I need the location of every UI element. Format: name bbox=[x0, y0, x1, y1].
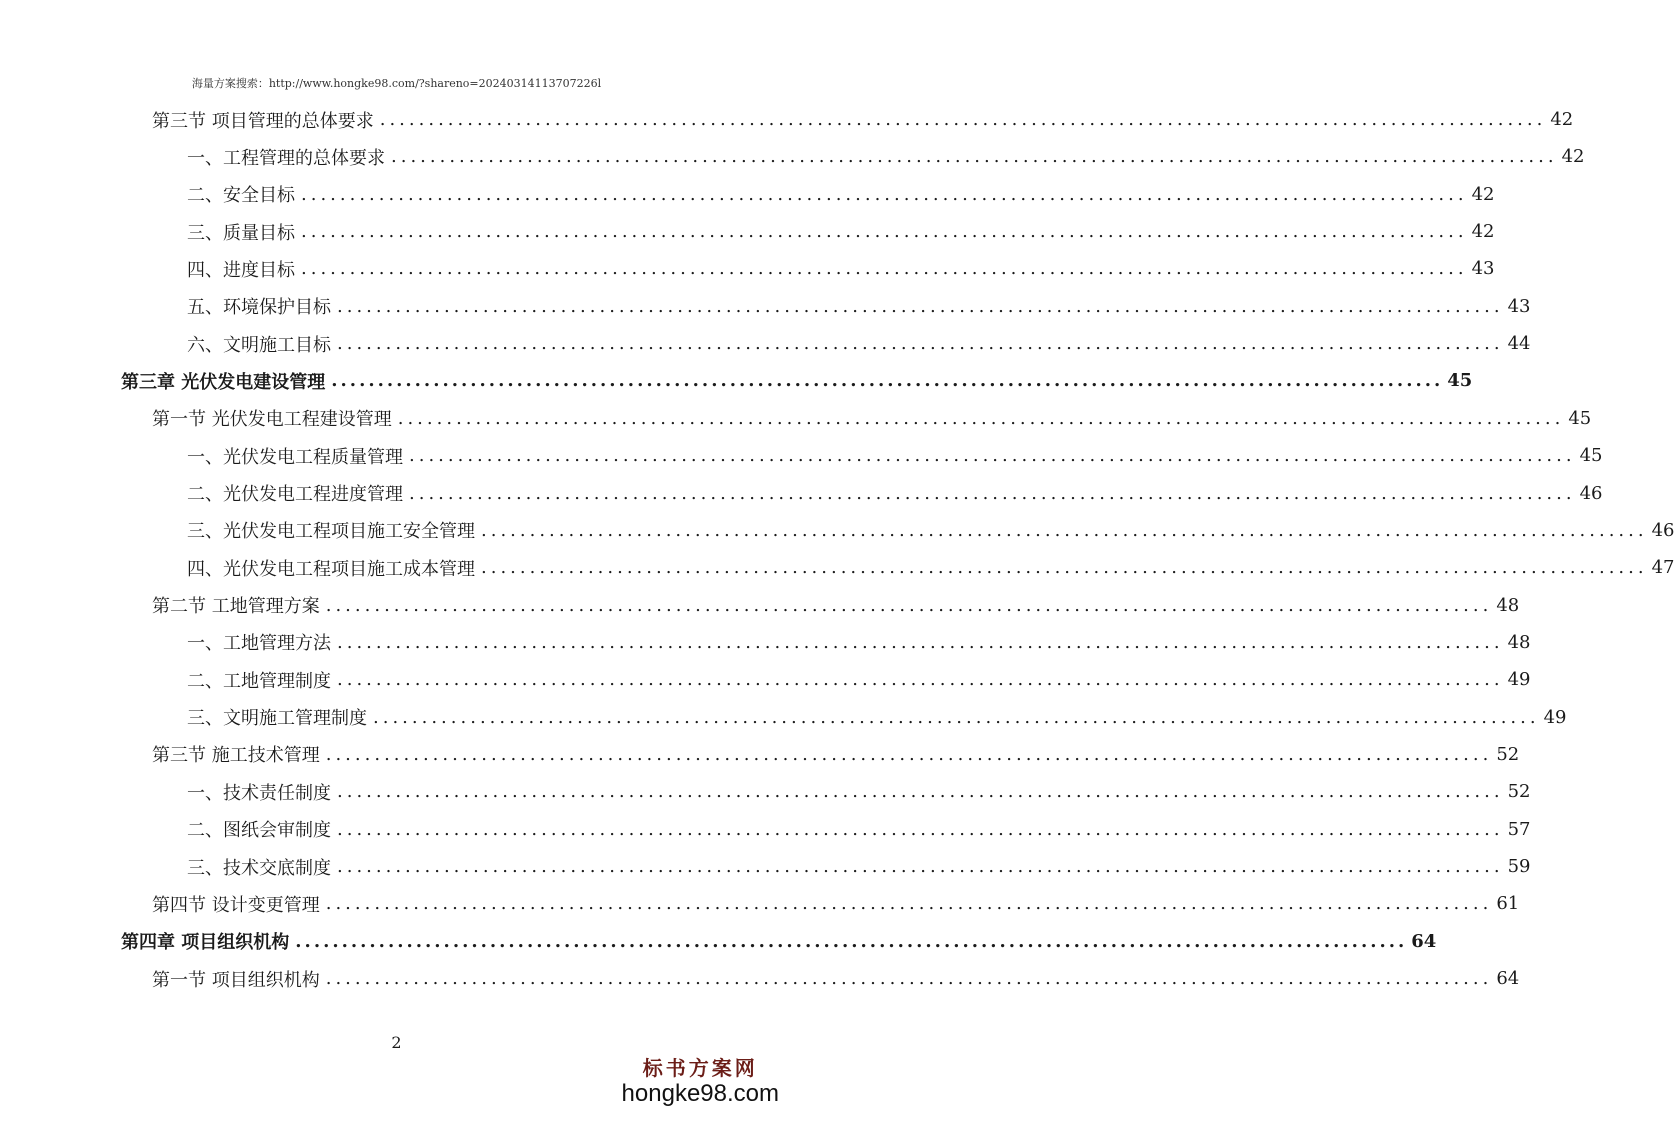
toc-entry-page: 57 bbox=[1507, 818, 1531, 840]
toc-leader-dots: ........................................................................................................................ bbox=[409, 482, 1576, 504]
toc-leader-dots: ........................................................................................................................ bbox=[337, 631, 1504, 653]
toc-entry-page: 45 bbox=[1579, 445, 1603, 467]
toc-entry-title: 二、工地管理制度 bbox=[187, 670, 331, 692]
toc-entry-title: 第二节 工地管理方案 bbox=[152, 596, 320, 618]
toc-leader-dots: ........................................................................................................................ bbox=[295, 930, 1408, 952]
toc-leader-dots: ........................................................................................................................ bbox=[331, 370, 1444, 392]
toc-entry-title: 二、图纸会审制度 bbox=[187, 820, 331, 842]
toc-entry-title: 三、质量目标 bbox=[187, 222, 295, 244]
toc-leader-dots: ........................................................................................................................ bbox=[373, 706, 1540, 728]
toc-entry[interactable] bbox=[121, 923, 1437, 960]
toc-entry-page: 64 bbox=[1411, 930, 1437, 952]
toc-entry[interactable] bbox=[152, 885, 1520, 922]
toc-entry[interactable] bbox=[187, 811, 1531, 848]
toc-entry-title: 第四节 设计变更管理 bbox=[152, 894, 320, 916]
toc-leader-dots: ........................................................................................................................ bbox=[337, 295, 1504, 317]
toc-entry-page: 46 bbox=[1651, 519, 1675, 541]
toc-entry-page: 42 bbox=[1561, 146, 1585, 168]
toc-entry-page: 42 bbox=[1550, 109, 1574, 130]
toc-leader-dots: ........................................................................................................................ bbox=[409, 445, 1576, 467]
toc-leader-dots: ........................................................................................................................ bbox=[301, 221, 1468, 243]
toc-entry-title: 五、环境保护目标 bbox=[187, 297, 331, 319]
toc-entry-title: 第一节 项目组织机构 bbox=[152, 969, 320, 991]
toc-entry[interactable] bbox=[152, 101, 1574, 138]
toc-entry-page: 61 bbox=[1496, 893, 1520, 915]
watermark-title: 标书方案网 bbox=[642, 1056, 758, 1080]
watermark-logo bbox=[622, 1056, 779, 1108]
toc-entry-title: 四、进度目标 bbox=[187, 259, 295, 281]
toc-entry[interactable] bbox=[187, 661, 1531, 698]
toc-entry[interactable] bbox=[121, 362, 1473, 399]
watermark-url: hongke98.com bbox=[621, 1080, 779, 1107]
toc-entry[interactable] bbox=[152, 960, 1520, 997]
toc-entry-page: 52 bbox=[1496, 743, 1520, 765]
toc-entry-page: 42 bbox=[1471, 221, 1495, 243]
toc-leader-dots: ........................................................................................................................ bbox=[481, 519, 1648, 541]
toc-entry-page: 42 bbox=[1471, 183, 1495, 205]
toc-entry-page: 45 bbox=[1447, 370, 1473, 392]
toc-entry-page: 46 bbox=[1579, 482, 1603, 504]
toc-leader-dots: ........................................................................................................................ bbox=[397, 407, 1565, 429]
toc-entry-title: 一、技术责任制度 bbox=[187, 782, 331, 804]
toc-entry[interactable] bbox=[187, 848, 1531, 885]
toc-entry[interactable] bbox=[152, 400, 1592, 437]
toc-entry-title: 第四章 项目组织机构 bbox=[121, 932, 290, 954]
toc-entry[interactable] bbox=[187, 176, 1495, 213]
toc-entry-page: 48 bbox=[1507, 631, 1531, 653]
toc-entry-title: 三、技术交底制度 bbox=[187, 857, 331, 879]
toc-entry-title: 二、安全目标 bbox=[187, 185, 295, 207]
toc-leader-dots: ........................................................................................................................ bbox=[337, 333, 1504, 355]
toc-entry[interactable] bbox=[187, 325, 1531, 362]
toc-leader-dots: ........................................................................................................................ bbox=[301, 258, 1468, 280]
toc-leader-dots: ........................................................................................................................ bbox=[481, 557, 1648, 579]
toc-leader-dots: ........................................................................................................................ bbox=[391, 146, 1558, 168]
toc-entry-page: 49 bbox=[1543, 706, 1567, 728]
toc-entry-title: 三、文明施工管理制度 bbox=[187, 708, 367, 730]
page-number: 2 bbox=[391, 1033, 402, 1052]
toc-entry-page: 52 bbox=[1507, 781, 1531, 803]
toc-entry-title: 一、工程管理的总体要求 bbox=[187, 147, 385, 169]
toc-leader-dots: ........................................................................................................................ bbox=[301, 183, 1468, 205]
toc-entry-title: 一、工地管理方法 bbox=[187, 633, 331, 655]
toc-entry[interactable] bbox=[187, 699, 1567, 736]
toc-entry-page: 64 bbox=[1496, 968, 1520, 990]
toc-leader-dots: ........................................................................................................................ bbox=[337, 818, 1504, 840]
toc-leader-dots: ........................................................................................................................ bbox=[337, 669, 1504, 691]
page-header-url: 海量方案搜索：http://www.hongke98.com/?shareno=20240314113707226l bbox=[191, 77, 602, 90]
toc-entry-title: 一、光伏发电工程质量管理 bbox=[187, 446, 403, 468]
toc-entry[interactable] bbox=[187, 250, 1495, 287]
toc-entry[interactable] bbox=[187, 624, 1531, 661]
toc-entry[interactable] bbox=[187, 475, 1603, 512]
toc-entry[interactable] bbox=[187, 773, 1531, 810]
toc-entry-title: 第一节 光伏发电工程建设管理 bbox=[152, 409, 392, 431]
toc-entry-page: 59 bbox=[1507, 856, 1531, 877]
toc-leader-dots: ........................................................................................................................ bbox=[337, 856, 1504, 877]
toc-entry-page: 47 bbox=[1651, 557, 1675, 579]
toc-entry[interactable] bbox=[187, 138, 1585, 175]
toc-entry-page: 43 bbox=[1507, 295, 1531, 317]
toc-leader-dots: ........................................................................................................................ bbox=[325, 743, 1493, 765]
toc-leader-dots: ........................................................................................................................ bbox=[325, 594, 1493, 616]
toc-leader-dots: ........................................................................................................................ bbox=[337, 781, 1504, 803]
toc-entry-title: 六、文明施工目标 bbox=[187, 334, 331, 356]
toc-entry-title: 第三节 项目管理的总体要求 bbox=[152, 110, 374, 132]
toc-entry[interactable] bbox=[187, 213, 1495, 250]
toc-leader-dots: ........................................................................................................................ bbox=[379, 109, 1547, 130]
toc-entry-title: 第三节 施工技术管理 bbox=[152, 745, 320, 767]
toc-entry[interactable] bbox=[187, 512, 1675, 549]
toc-leader-dots: ........................................................................................................................ bbox=[325, 968, 1493, 990]
toc-entry-title: 第三章 光伏发电建设管理 bbox=[121, 371, 326, 393]
toc-entry-page: 49 bbox=[1507, 669, 1531, 691]
toc-entry[interactable] bbox=[152, 736, 1520, 773]
toc-entry[interactable] bbox=[187, 549, 1675, 586]
toc-entry-page: 48 bbox=[1496, 594, 1520, 616]
toc-entry-title: 二、光伏发电工程进度管理 bbox=[187, 484, 403, 505]
toc-entry-title: 四、光伏发电工程项目施工成本管理 bbox=[187, 558, 475, 580]
toc-leader-dots: ........................................................................................................................ bbox=[325, 893, 1493, 915]
toc-entry[interactable] bbox=[152, 587, 1520, 624]
toc-entry-page: 45 bbox=[1568, 407, 1592, 429]
toc-entry-title: 三、光伏发电工程项目施工安全管理 bbox=[187, 521, 475, 543]
toc-entry[interactable] bbox=[187, 437, 1603, 474]
toc-entry[interactable] bbox=[187, 288, 1531, 325]
toc-entry-page: 44 bbox=[1507, 333, 1531, 355]
toc-entry-page: 43 bbox=[1471, 258, 1495, 280]
